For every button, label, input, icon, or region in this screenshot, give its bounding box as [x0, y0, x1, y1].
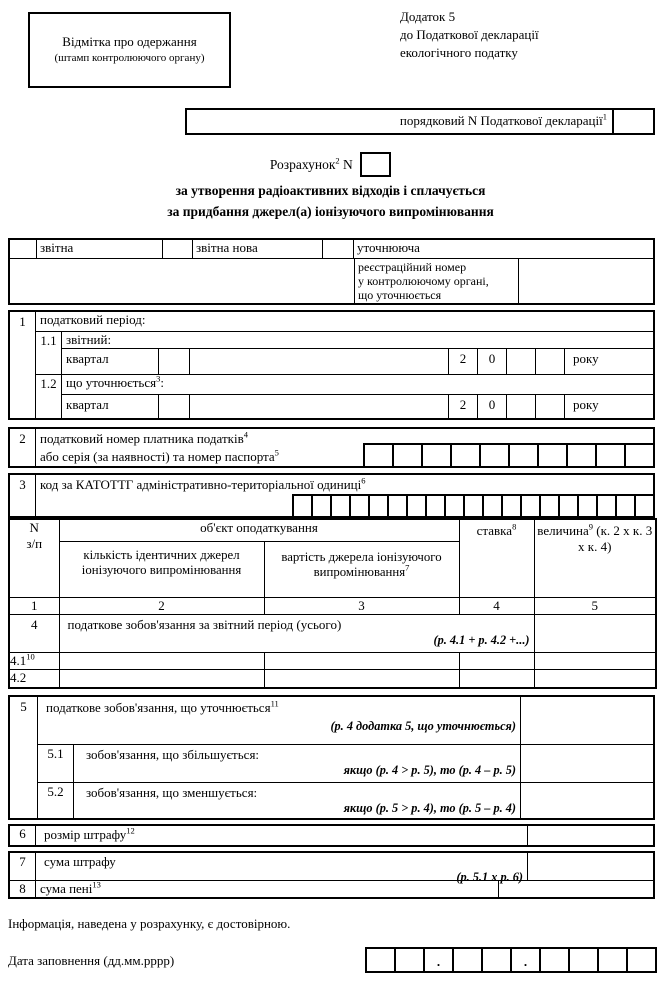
- row-4-1-quantity-cell[interactable]: [59, 652, 264, 669]
- row-5-2: [38, 783, 653, 818]
- row-4-1-rate-cell[interactable]: [459, 652, 534, 669]
- year-digit-0: 0: [478, 349, 507, 374]
- input-cell[interactable]: [425, 494, 446, 518]
- row-4-1-value-cell[interactable]: [534, 652, 656, 669]
- section-2-tax-number: [8, 427, 655, 468]
- section-1-tax-period: [8, 310, 655, 420]
- quarter-row-reporting: [62, 349, 653, 374]
- serial-number-cell[interactable]: [612, 110, 653, 133]
- row-number-6: 6: [10, 826, 36, 845]
- row-5-1-label: зобов'язання, що збільшується:: [86, 747, 260, 762]
- row-5-value-cell[interactable]: [520, 697, 653, 744]
- row-number-5-1: 5.1: [38, 745, 74, 782]
- input-cell[interactable]: .: [510, 947, 541, 973]
- row-4-value-cell[interactable]: [534, 614, 656, 652]
- serial-number-box: [185, 108, 655, 135]
- title-line-2: за придбання джерел(а) іонізуючого випромінювання: [167, 204, 494, 219]
- input-cell[interactable]: [558, 494, 579, 518]
- section-3-katottg: [8, 473, 655, 518]
- row-4-formula: (р. 4.1 + р. 4.2 +...): [433, 633, 530, 647]
- input-cell[interactable]: [624, 443, 655, 468]
- type-row: [10, 240, 653, 259]
- appendix-line: екологічного податку: [400, 45, 518, 60]
- stamp-subtitle: (штамп контролюючого органу): [54, 52, 205, 65]
- appendix-line: до Податкової декларації: [400, 27, 539, 42]
- roku-label: року: [573, 397, 599, 412]
- checkbox-zvitna[interactable]: [10, 240, 37, 258]
- row-number-7: 7: [10, 853, 36, 880]
- col-header-rate: ставка$^8$: [459, 519, 534, 597]
- reporting-label: звітний:: [62, 332, 653, 349]
- row-number-3: 3: [10, 475, 36, 516]
- input-cell[interactable]: [501, 494, 522, 518]
- katottg-cells: [292, 494, 655, 518]
- row-5: [38, 697, 653, 745]
- col-num-4: 4: [459, 597, 534, 614]
- input-cell[interactable]: [479, 443, 510, 468]
- input-cell[interactable]: [596, 494, 617, 518]
- row-5-2-value-cell[interactable]: [520, 783, 653, 818]
- tax-number-label-1: податковий номер платника податків$^4$: [40, 429, 248, 446]
- year-digit-cell[interactable]: [507, 395, 536, 418]
- row-number-5-2: 5.2: [38, 783, 74, 818]
- period-cell[interactable]: [190, 349, 449, 374]
- input-cell[interactable]: [597, 947, 628, 973]
- row-5-formula: (р. 4 додатка 5, що уточнюється): [330, 719, 516, 734]
- input-cell[interactable]: [539, 494, 560, 518]
- checkbox-zvitna-nova[interactable]: [163, 240, 193, 258]
- input-cell[interactable]: [365, 947, 396, 973]
- row-number-4-2: 4.2: [9, 670, 59, 688]
- row-5-2-label: зобов'язання, що зменшується:: [86, 785, 258, 800]
- row-7-label: сума штрафу: [44, 854, 116, 869]
- col-header-object: об'єкт оподаткування: [59, 519, 459, 541]
- input-cell[interactable]: [392, 443, 423, 468]
- calc-title-row: [0, 152, 661, 177]
- roku-label: року: [573, 351, 599, 366]
- row-4-label-cell: податкове зобов'язання за звітний період (усього) (р. 4.1 + р. 4.2 +...): [59, 614, 534, 652]
- input-cell[interactable]: [463, 494, 484, 518]
- input-cell[interactable]: [349, 494, 370, 518]
- col-num-2: 2: [59, 597, 264, 614]
- tax-period-label: податковий період:: [36, 312, 653, 332]
- input-cell[interactable]: [566, 443, 597, 468]
- col-header-quantity: кількість ідентичних джерел іонізуючого випромінювання: [59, 541, 264, 597]
- row-number-1-1: 1.1: [36, 332, 62, 374]
- quarter-row-clarified: [62, 395, 653, 418]
- row-7-value-cell[interactable]: [527, 853, 653, 880]
- row-number-1: 1: [10, 312, 36, 418]
- row-number-4-1: $4.1^{10}$: [9, 652, 59, 669]
- row-4-1-cost-cell[interactable]: [264, 652, 459, 669]
- row-7-formula: (р. 5.1 х р. 6): [456, 870, 523, 885]
- row-number-1-2: 1.2: [36, 375, 62, 419]
- input-cell[interactable]: [537, 443, 568, 468]
- reg-number-label: реєстраційний номер у контролюючому органі, що уточнюється: [355, 259, 519, 303]
- row-5-1-value-cell[interactable]: [520, 745, 653, 782]
- declaration-type-table: [8, 238, 655, 305]
- input-cell[interactable]: [363, 443, 394, 468]
- tax-number-label-2: або серія (за наявності) та номер паспорта$^5$: [40, 447, 279, 464]
- katottg-label: код за КАТОТТГ адміністративно-територіальної одиниці$^6$: [40, 475, 366, 492]
- row-5-label: податкове зобов'язання, що уточнюється$^{11}$: [46, 698, 279, 715]
- quarter-label: квартал: [62, 395, 159, 418]
- input-cell[interactable]: [406, 494, 427, 518]
- col-num-3: 3: [264, 597, 459, 614]
- clarified-label: що уточнюється$^3$:: [62, 375, 653, 395]
- input-cell[interactable]: [450, 443, 481, 468]
- row-4-2-quantity-cell[interactable]: [59, 670, 264, 688]
- row-6-value-cell[interactable]: [527, 826, 653, 845]
- input-cell[interactable]: [292, 494, 313, 518]
- appendix-heading: [400, 8, 650, 62]
- row-4-2-value-cell[interactable]: [534, 670, 656, 688]
- date-label: Дата заповнення (дд.мм.рррр): [8, 953, 175, 968]
- input-cell[interactable]: [539, 947, 570, 973]
- row-number-2: 2: [10, 429, 36, 466]
- row-5-1-formula: якщо (р. 4 > р. 5), то (р. 4 – р. 5): [343, 763, 516, 778]
- type-label-zvitna-nova: звітна нова: [193, 240, 323, 258]
- row-5-1: [38, 745, 653, 783]
- calc-label: Розрахунок$^2$ N: [269, 155, 353, 172]
- row-6-label: розмір штрафу$^{12}$: [44, 825, 135, 842]
- col-header-n: N з/п: [9, 519, 59, 597]
- input-cell[interactable]: [615, 494, 636, 518]
- input-cell[interactable]: [330, 494, 351, 518]
- row-number-4: 4: [9, 614, 59, 652]
- input-cell[interactable]: [595, 443, 626, 468]
- serial-label: порядковий N Податкової декларації$^1$: [399, 111, 607, 128]
- input-cell[interactable]: [482, 494, 503, 518]
- input-cell[interactable]: [394, 947, 425, 973]
- year-digit-cell[interactable]: [507, 349, 536, 374]
- year-digit-cell[interactable]: [536, 395, 565, 418]
- reg-number-row: [10, 259, 653, 303]
- year-digit-cell[interactable]: [536, 349, 565, 374]
- checkbox-utochnyuyucha[interactable]: [323, 240, 354, 258]
- title-line-1: за утворення радіоактивних відходів і сплачується: [175, 183, 486, 198]
- input-cell[interactable]: [368, 494, 389, 518]
- quarter-number-cell[interactable]: [159, 349, 190, 374]
- reg-number-cell[interactable]: [519, 259, 653, 303]
- input-cell[interactable]: [421, 443, 452, 468]
- row-7: [10, 853, 653, 885]
- row-8: [10, 881, 653, 897]
- input-cell[interactable]: [387, 494, 408, 518]
- section-5-clarified-liability: [8, 695, 655, 820]
- input-cell[interactable]: [568, 947, 599, 973]
- input-cell[interactable]: [311, 494, 332, 518]
- col-num-5: 5: [534, 597, 656, 614]
- period-cell[interactable]: [190, 395, 449, 418]
- input-cell[interactable]: [508, 443, 539, 468]
- row-5-2-formula: якщо (р. 5 > р. 4), то (р. 5 – р. 4): [343, 801, 516, 816]
- input-cell[interactable]: [577, 494, 598, 518]
- calc-number-cell[interactable]: [360, 152, 391, 177]
- year-digit-0: 0: [478, 395, 507, 418]
- row-8-label: сума пені$^{13}$: [40, 879, 101, 896]
- info-statement: Інформація, наведена у розрахунку, є достовірною.: [8, 916, 291, 931]
- row-1-1: [36, 332, 653, 375]
- quarter-label: квартал: [62, 349, 159, 374]
- year-digit-2: 2: [449, 349, 478, 374]
- type-label-utochnyuyucha: уточнююча: [357, 240, 420, 255]
- taxation-object-table: [8, 518, 657, 689]
- col-num-1: 1: [9, 597, 59, 614]
- input-cell[interactable]: [444, 494, 465, 518]
- input-cell[interactable]: [452, 947, 483, 973]
- reg-row-empty-cell: [10, 259, 355, 303]
- row-4-2-rate-cell[interactable]: [459, 670, 534, 688]
- receipt-stamp-box: [28, 12, 231, 88]
- row-8-value-cell[interactable]: [498, 881, 653, 897]
- appendix-line: Додаток 5: [400, 9, 456, 24]
- section-7-8-box: [8, 851, 655, 899]
- row-1-2: [36, 375, 653, 419]
- date-cells: [365, 947, 657, 973]
- row-4-2-cost-cell[interactable]: [264, 670, 459, 688]
- type-label-zvitna: звітна: [37, 240, 163, 258]
- input-cell[interactable]: [626, 947, 657, 973]
- quarter-number-cell[interactable]: [159, 395, 190, 418]
- input-cell[interactable]: [520, 494, 541, 518]
- row-number-8: 8: [10, 881, 36, 897]
- col-header-value: величина$^9$ (к. 2 х к. 3 х к. 4): [534, 519, 656, 597]
- tax-number-cells: [363, 443, 655, 468]
- section-6-fine-rate: [8, 824, 655, 847]
- input-cell[interactable]: [634, 494, 655, 518]
- input-cell[interactable]: [481, 947, 512, 973]
- year-digit-2: 2: [449, 395, 478, 418]
- col-header-cost: вартість джерела іонізуючого випромінювання$^7$: [264, 541, 459, 597]
- input-cell[interactable]: .: [423, 947, 454, 973]
- row-number-5: 5: [10, 697, 38, 818]
- stamp-title: Відмітка про одержання: [62, 34, 197, 49]
